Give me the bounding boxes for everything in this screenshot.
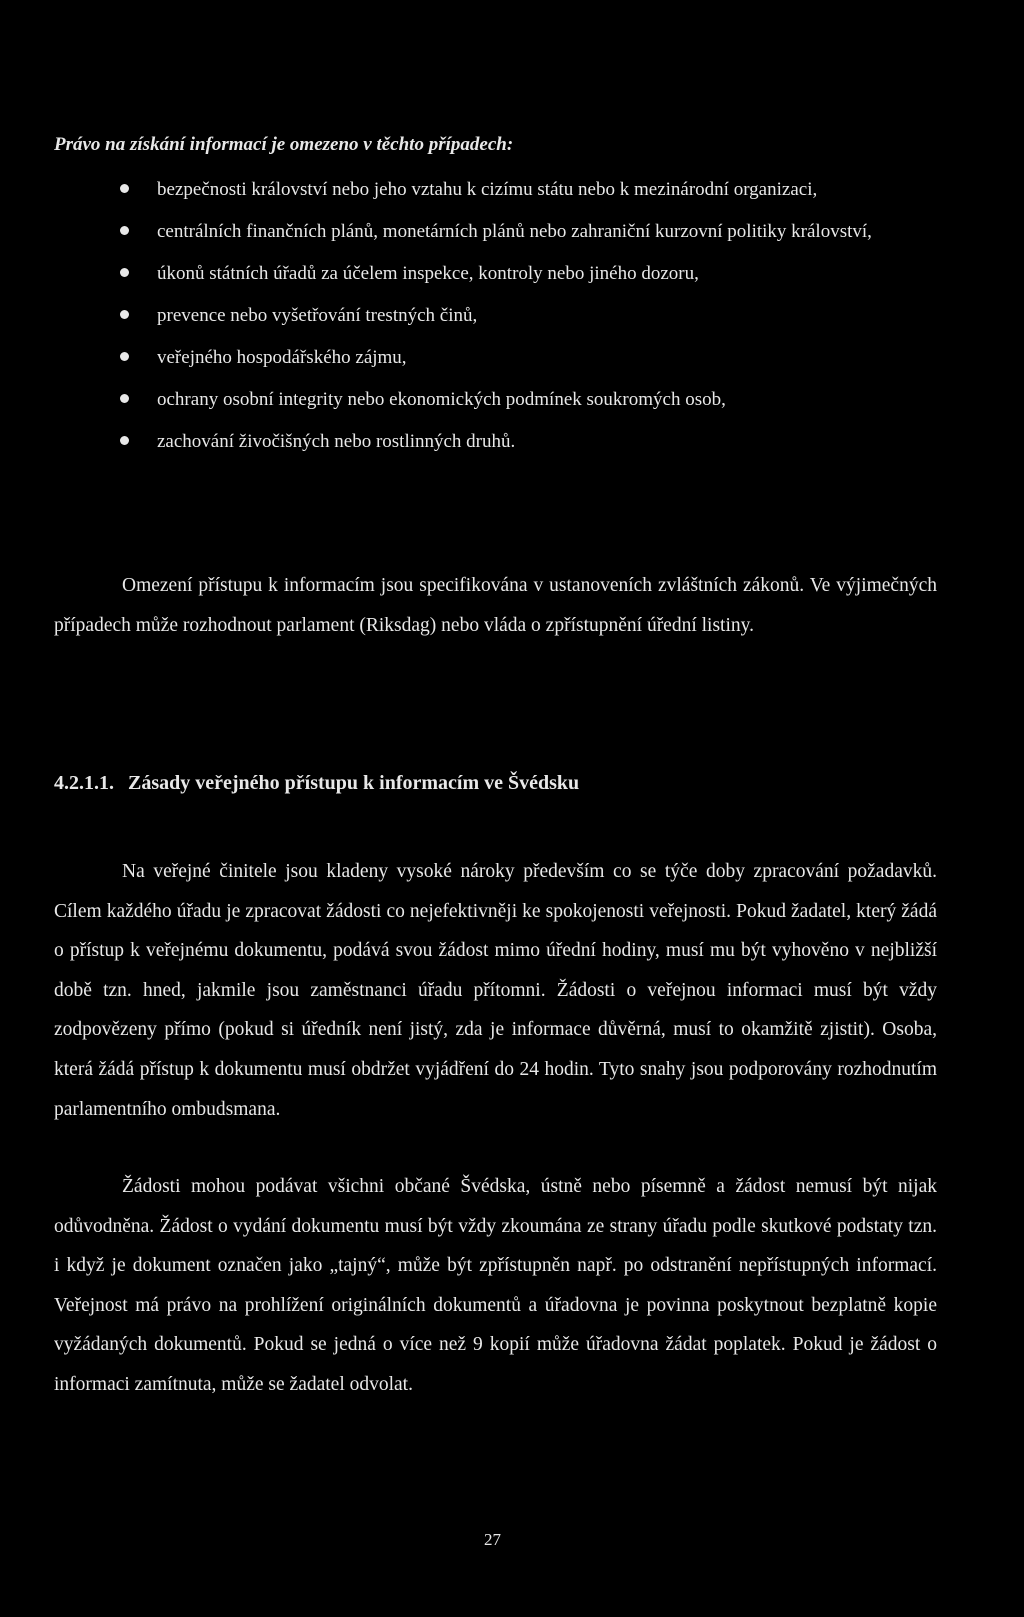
list-item <box>0 170 937 210</box>
list-item <box>0 422 937 462</box>
intro-heading: Právo na získání informací je omezeno v těchto případech: <box>54 134 514 155</box>
list-item-text: centrálních finančních plánů, monetárních plánů nebo zahraniční kurzovní politiky království, <box>157 221 872 242</box>
list-item-text: prevence nebo vyšetřování trestných činů, <box>157 305 478 326</box>
bullet-icon <box>120 310 129 319</box>
list-item <box>0 212 937 252</box>
bullet-icon <box>120 436 129 445</box>
restriction-list <box>0 170 1024 464</box>
bullet-icon <box>120 352 129 361</box>
bullet-icon <box>120 226 129 235</box>
list-item-text: bezpečnosti království nebo jeho vztahu k cizímu státu nebo k mezinárodní organizaci, <box>157 179 818 200</box>
list-item <box>0 338 937 378</box>
section-number: 4.2.1.1. <box>54 772 114 794</box>
restriction-paragraph: Omezení přístupu k informacím jsou specifikována v ustanoveních zvláštních zákonů. Ve výjimečných případech může rozhodnout parlament (Riksdag) nebo vláda o zpřístupnění úřední listiny. <box>54 575 937 636</box>
list-item <box>0 296 937 336</box>
principles-paragraph: Na veřejné činitele jsou kladeny vysoké nároky především co se týče doby zpracování požadavků. Cílem každého úřadu je zpracovat žádosti co nejefektivněji ke spokojenosti veřejnosti. Pokud žadatel, který žádá o přístup k veřejnému dokumentu, podává svou žádost mimo úřední hodiny, musí mu být vyhověno v nejbližší době tzn. hned, jakmile jsou zaměstnanci úřadu přítomni. Žádosti o veřejnou informaci musí být vždy zodpovězeny přímo (pokud si úředník není jistý, zda je informace důvěrná, musí to okamžitě zjistit). Osoba, která žádá přístup k dokumentu musí obdržet vyjádření do 24 hodin. Tyto snahy jsou podporovány rozhodnutím parlamentního ombudsmana. <box>54 861 937 1120</box>
list-item <box>0 380 937 420</box>
list-item-text: ochrany osobní integrity nebo ekonomických podmínek soukromých osob, <box>157 389 726 410</box>
list-item <box>0 254 937 294</box>
list-item-text: veřejného hospodářského zájmu, <box>157 347 407 368</box>
page-number: 27 <box>484 1530 501 1549</box>
section-heading <box>54 772 579 795</box>
bullet-icon <box>120 184 129 193</box>
bullet-icon <box>120 394 129 403</box>
list-item-text: úkonů státních úřadů za účelem inspekce, kontroly nebo jiného dozoru, <box>157 263 699 284</box>
section-title: Zásady veřejného přístupu k informacím ve Švédsku <box>128 772 580 794</box>
requests-paragraph: Žádosti mohou podávat všichni občané Švédska, ústně nebo písemně a žádost nemusí být nijak odůvodněna. Žádost o vydání dokumentu musí být vždy zkoumána ze strany úřadu podle skutkové podstaty tzn. i když je dokument označen jako „tajný“, může být zpřístupněn např. po odstranění nepřístupných informací. Veřejnost má právo na prohlížení originálních dokumentů a úřadovna je povinna poskytnout bezplatně kopie vyžádaných dokumentů. Pokud se jedná o více než 9 kopií může úřadovna žádat poplatek. Pokud je žádost o informaci zamítnuta, může se žadatel odvolat. <box>54 1176 937 1395</box>
list-item-text: zachování živočišných nebo rostlinných druhů. <box>157 431 516 452</box>
bullet-icon <box>120 268 129 277</box>
